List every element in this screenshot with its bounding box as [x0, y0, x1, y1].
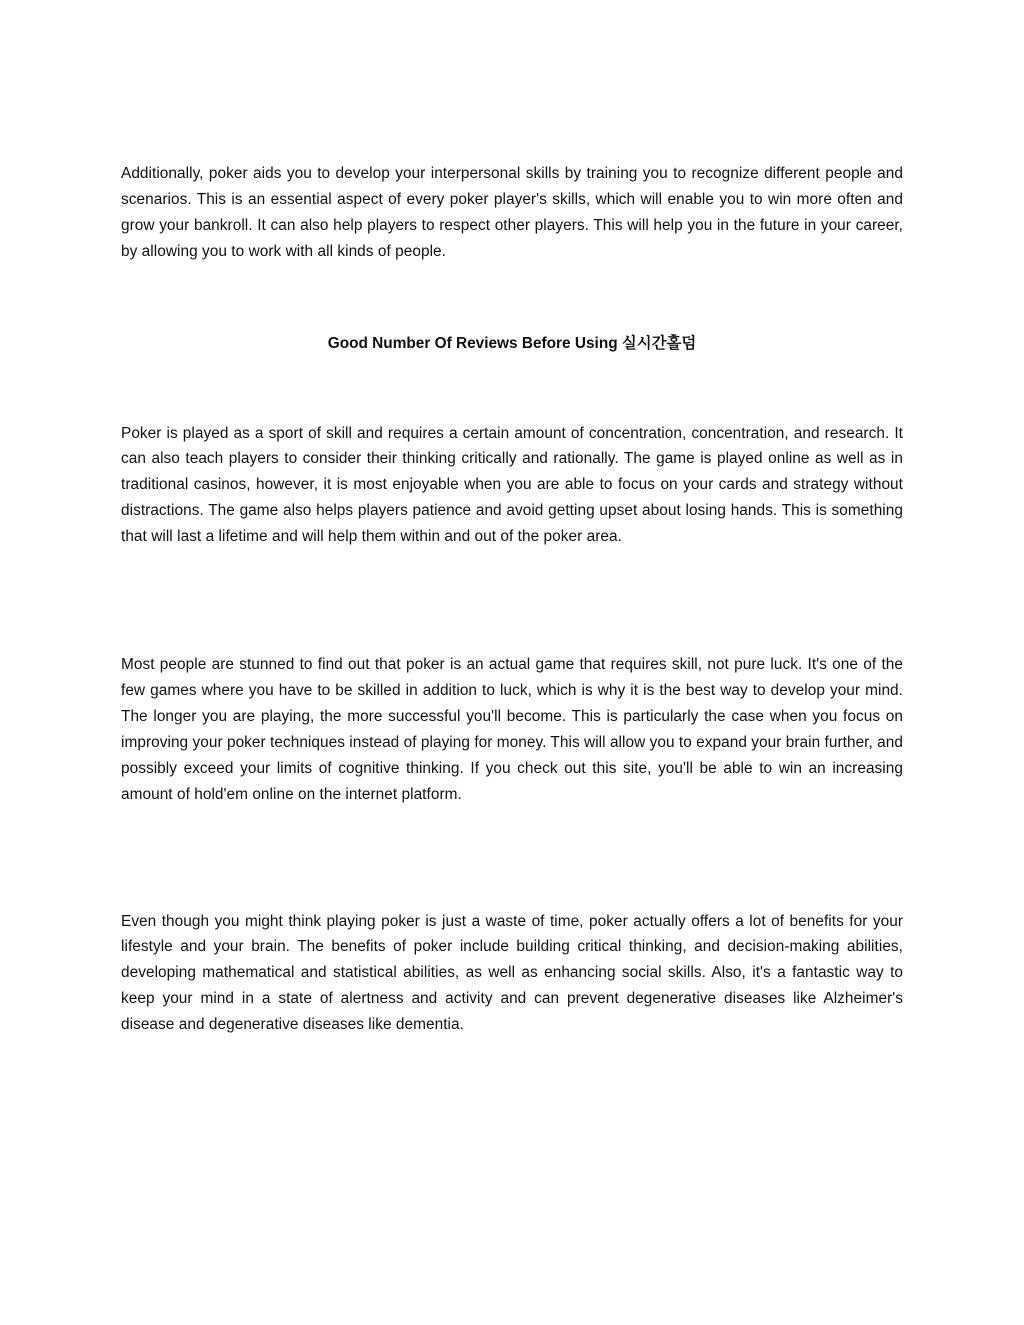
paragraph-benefits: Even though you might think playing poker is just a waste of time, poker actually offers a lot of benefits for your lifestyle and your brain. The benefits of poker include building critical thinking, and decision-making abilities, developing mathematical and statistical abilities, as well as enhancing social skills. Also, it's a fantastic way to keep your mind in a state of alertness and activity and can prevent degenerative diseases like Alzheimer's disease and degenerative diseases like dementia. — [121, 912, 903, 1034]
paragraph-sport-of-skill: Poker is played as a sport of skill and requires a certain amount of concentration, concentration, and research. It can also teach players to consider their thinking critically and rationally. The game is played online as well as in traditional casinos, however, it is most enjoyable when you are able to focus on your cards and strategy without distractions. The game also helps players patience and avoid getting upset about losing hands. This is something that will last a lifetime and will help them within and out of the poker area. — [121, 424, 903, 546]
paragraph-skill-not-luck: Most people are stunned to find out that poker is an actual game that requires skill, not pure luck. It's one of the few games where you have to be skilled in addition to luck, which is why it is the best way to develop your mind. The longer you are playing, the more successful you'll become. This is particularly the case when you focus on improving your poker techniques instead of playing for money. This will allow you to expand your brain further, and possibly exceed your limits of cognitive thinking. If you check out this site, you'll be able to win an increasing amount of hold'em online on the internet platform. — [121, 656, 903, 803]
document-page — [121, 160, 903, 1038]
paragraph-interpersonal-skills: Additionally, poker aids you to develop your interpersonal skills by training you to recognize different people and scenarios. This is an essential aspect of every poker player's skills, which will enable you to win more often and grow your bankroll. It can also help players to respect other players. This will help you in the future in your career, by allowing you to work with all kinds of people. — [121, 165, 903, 260]
section-heading: Good Number Of Reviews Before Using 실시간홀덤 — [327, 334, 697, 352]
